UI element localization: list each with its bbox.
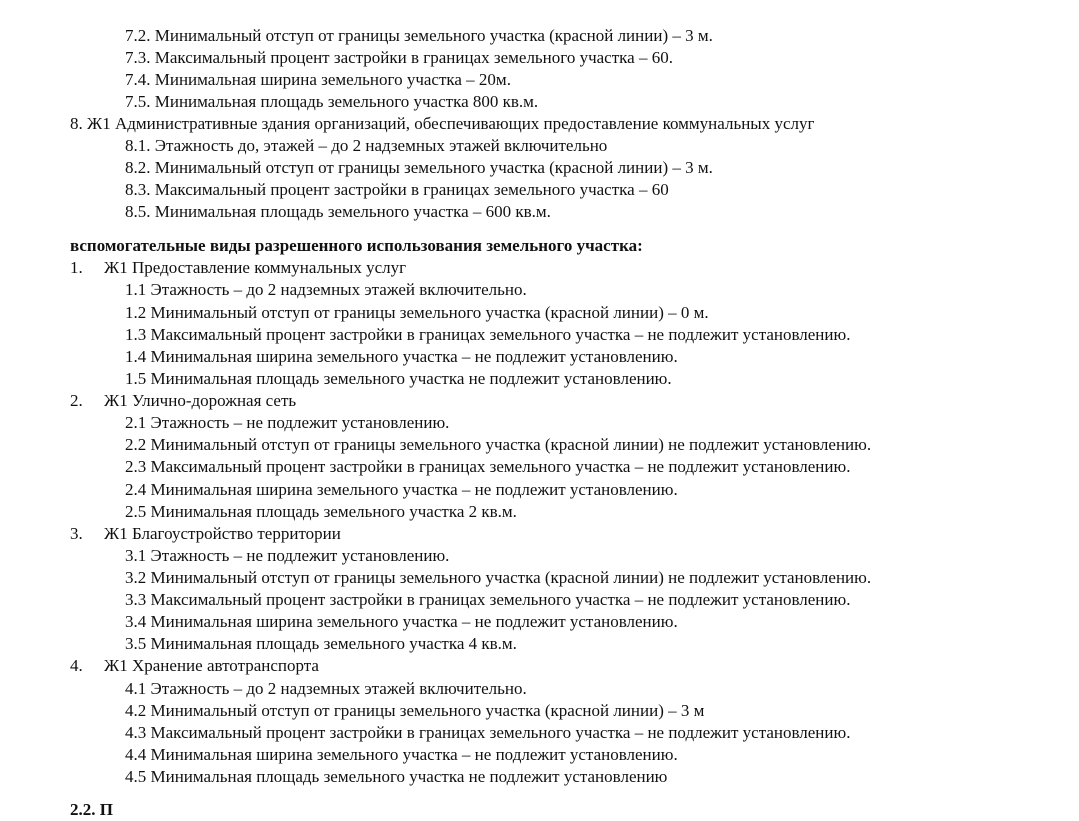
aux-item-2-label: Ж1 Улично-дорожная сеть bbox=[104, 391, 297, 410]
clause-2-1: 2.1 Этажность – не подлежит установлению. bbox=[125, 413, 450, 432]
aux-item-4-title bbox=[70, 655, 319, 677]
aux-item-2-number: 2. bbox=[70, 391, 83, 410]
clause-1-4: 1.4 Минимальная ширина земельного участка – не подлежит установлению. bbox=[125, 347, 678, 366]
clause-4-2: 4.2 Минимальный отступ от границы земельного участка (красной линии) – 3 м bbox=[125, 701, 705, 720]
clause-4-1: 4.1 Этажность – до 2 надземных этажей включительно. bbox=[125, 679, 527, 698]
aux-item-4-number: 4. bbox=[70, 656, 83, 675]
auxiliary-heading: вспомогательные виды разрешенного использования земельного участка: bbox=[70, 236, 643, 255]
clause-1-2: 1.2 Минимальный отступ от границы земельного участка (красной линии) – 0 м. bbox=[125, 303, 709, 322]
clause-8-2: 8.2. Минимальный отступ от границы земельного участка (красной линии) – 3 м. bbox=[125, 158, 713, 177]
clause-8-5: 8.5. Минимальная площадь земельного участка – 600 кв.м. bbox=[125, 202, 551, 221]
aux-item-1-label: Ж1 Предоставление коммунальных услуг bbox=[104, 258, 407, 277]
aux-item-1-title bbox=[70, 257, 406, 279]
clause-1-1: 1.1 Этажность – до 2 надземных этажей включительно. bbox=[125, 280, 527, 299]
clause-8-3: 8.3. Максимальный процент застройки в границах земельного участка – 60 bbox=[125, 180, 669, 199]
clause-2-5: 2.5 Минимальная площадь земельного участка 2 кв.м. bbox=[125, 502, 517, 521]
clause-7-5: 7.5. Минимальная площадь земельного участка 800 кв.м. bbox=[125, 92, 539, 111]
item-8-title: 8. Ж1 Административные здания организаций, обеспечивающих предоставление коммунальных услуг bbox=[70, 114, 815, 133]
clause-3-5: 3.5 Минимальная площадь земельного участка 4 кв.м. bbox=[125, 634, 517, 653]
clause-7-4: 7.4. Минимальная ширина земельного участка – 20м. bbox=[125, 70, 511, 89]
aux-item-1-number: 1. bbox=[70, 258, 83, 277]
clause-3-1: 3.1 Этажность – не подлежит установлению. bbox=[125, 546, 450, 565]
clause-2-3: 2.3 Максимальный процент застройки в границах земельного участка – не подлежит установлению. bbox=[125, 457, 851, 476]
clause-4-4: 4.4 Минимальная ширина земельного участка – не подлежит установлению. bbox=[125, 745, 678, 764]
clause-2-4: 2.4 Минимальная ширина земельного участка – не подлежит установлению. bbox=[125, 480, 678, 499]
cutoff-next-section: 2.2. П bbox=[70, 800, 113, 819]
clause-2-2: 2.2 Минимальный отступ от границы земельного участка (красной линии) не подлежит установлению. bbox=[125, 435, 872, 454]
clause-3-4: 3.4 Минимальная ширина земельного участка – не подлежит установлению. bbox=[125, 612, 678, 631]
clause-4-5: 4.5 Минимальная площадь земельного участка не подлежит установлению bbox=[125, 767, 668, 786]
clause-8-1: 8.1. Этажность до, этажей – до 2 надземных этажей включительно bbox=[125, 136, 608, 155]
clause-7-3: 7.3. Максимальный процент застройки в границах земельного участка – 60. bbox=[125, 48, 673, 67]
clause-3-2: 3.2 Минимальный отступ от границы земельного участка (красной линии) не подлежит установлению. bbox=[125, 568, 872, 587]
clause-4-3: 4.3 Максимальный процент застройки в границах земельного участка – не подлежит установлению. bbox=[125, 723, 851, 742]
aux-item-3-title bbox=[70, 523, 341, 545]
aux-item-3-number: 3. bbox=[70, 524, 83, 543]
aux-item-2-title bbox=[70, 390, 296, 412]
aux-item-3-label: Ж1 Благоустройство территории bbox=[104, 524, 341, 543]
aux-item-4-label: Ж1 Хранение автотранспорта bbox=[104, 656, 319, 675]
clause-7-2: 7.2. Минимальный отступ от границы земельного участка (красной линии) – 3 м. bbox=[125, 26, 713, 45]
clause-3-3: 3.3 Максимальный процент застройки в границах земельного участка – не подлежит установлению. bbox=[125, 590, 851, 609]
clause-1-5: 1.5 Минимальная площадь земельного участка не подлежит установлению. bbox=[125, 369, 672, 388]
clause-1-3: 1.3 Максимальный процент застройки в границах земельного участка – не подлежит установлению. bbox=[125, 325, 851, 344]
